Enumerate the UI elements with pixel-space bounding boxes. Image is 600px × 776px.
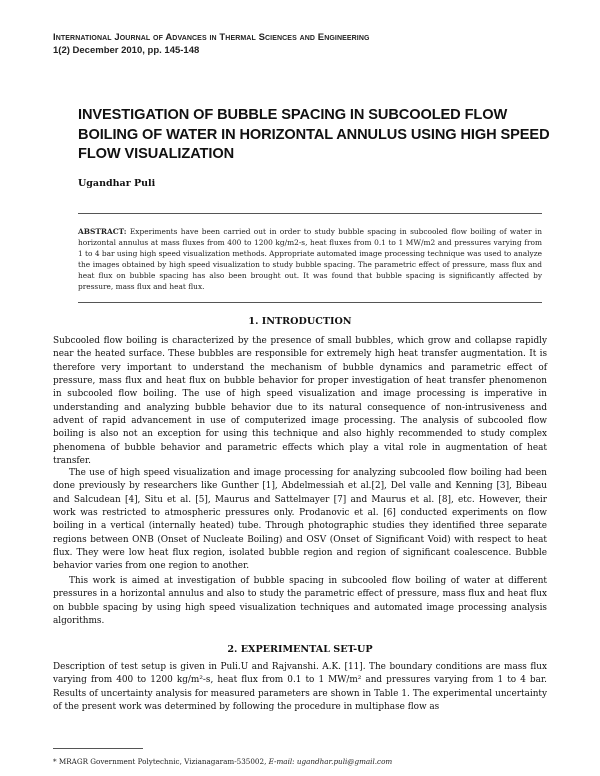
author-name: Ugandhar Puli	[78, 178, 156, 189]
footnote-rule	[53, 748, 143, 749]
setup-paragraph-1: Description of test setup is given in Puli.U and Rajvanshi. A.K. [11]. The boundary conditions are mass flux varying from 400 to 1200 kg/m²-s, heat flux from 0.1 to 1 MW/m² and pressures varying from 1 to 4 bar. Results of uncertainty analysis for measured parameters are shown in Table 1. The experimental uncertainty of the present work was determined by following the procedure in multiphase flow as	[53, 662, 547, 713]
intro-paragraph-1: Subcooled flow boiling is characterized by the presence of small bubbles, which grow and collapse rapidly near the heated surface. These bubbles are responsible for extremely high heat transfer augmentation. It is therefore very important to understand the mechanism of bubble dynamics and parametric effect of pressure, mass flux and heat flux on bubble behavior for proper investigation of heat transfer phenomenon in subcooled flow boiling. The use of high speed visualization and image processing is imperative in understanding and analyzing bubble behavior due to its natural consequence of non-intrusiveness and advent of rapid advancement in use of computerized image processing. The analysis of subcooled flow boiling is also not an exception for using this technique and also highly recommended to study complex phenomena of bubble behavior and parametric effects which play a vital role in augmentation of heat transfer.	[53, 336, 547, 467]
intro-paragraph-2: The use of high speed visualization and image processing for analyzing subcooled flow boiling had been done previously by researchers like Gunther [1], Abdelmessiah et al.[2], Del valle and Kenning [3], Bibeau and Salcudean [4], Situ et al. [5], Maurus and Sattelmayer [7] and Maurus et al. [8], etc. However, their work was restricted to atmospheric pressures only. Prodanovic et al. [6] conducted experiments on flow boiling in a vertical (internally heated) tube. Through photographic studies they identified three separate regions between ONB (Onset of Nucleate Boiling) and OSV (Onset of Significant Void) with respect to heat flux. They were low heat flux region, isolated bubble region and region of significant coalescence. Bubble behavior varies from one region to another.	[53, 468, 547, 572]
journal-issue: 1(2) December 2010, pp. 145-148	[53, 45, 200, 56]
journal-name: International Journal of Advances in Thermal Sciences and Engineering	[53, 32, 370, 43]
abstract-text: Experiments have been carried out in order to study bubble spacing in subcooled flow boiling of water in horizontal annulus at mass fluxes from 400 to 1200 kg/m2-s, heat fluxes from 0.1 to 1 MW/m2 and pressures varying from 1 to 4 bar using high speed visualization methods. Appropriate automated image processing technique was used to analyze the images obtained by high speed visualization to study bubble spacing. The parametric effect of pressure, mass flux and heat flux on bubble spacing has also been brought out. It was found that bubble spacing is significantly affected by pressure, mass flux and heat flux.	[78, 227, 543, 292]
abstract-label: ABSTRACT:	[78, 227, 127, 236]
paper-title: INVESTIGATION OF BUBBLE SPACING IN SUBCOOLED FLOW BOILING OF WATER IN HORIZONTAL ANNULUS USING HIGH SPEED FLOW VISUALIZATION	[78, 107, 550, 162]
footnote	[53, 757, 392, 766]
intro-paragraph-3: This work is aimed at investigation of bubble spacing in subcooled flow boiling of water at different pressures in a horizontal annulus and also to study the parametric effect of pressure, mass flux and heat flux on bubble spacing by using high speed visualization techniques and automated image processing analysis algorithms.	[53, 576, 547, 627]
section-heading-experimental-setup: 2. EXPERIMENTAL SET-UP	[227, 644, 373, 655]
abstract-block	[78, 213, 542, 303]
footnote-email: E-mail: ugandhar.puli@gmail.com	[268, 757, 393, 766]
footnote-affiliation: * MRAGR Government Polytechnic, Vizianagaram-535002,	[53, 757, 269, 766]
section-heading-introduction: 1. INTRODUCTION	[248, 316, 352, 327]
